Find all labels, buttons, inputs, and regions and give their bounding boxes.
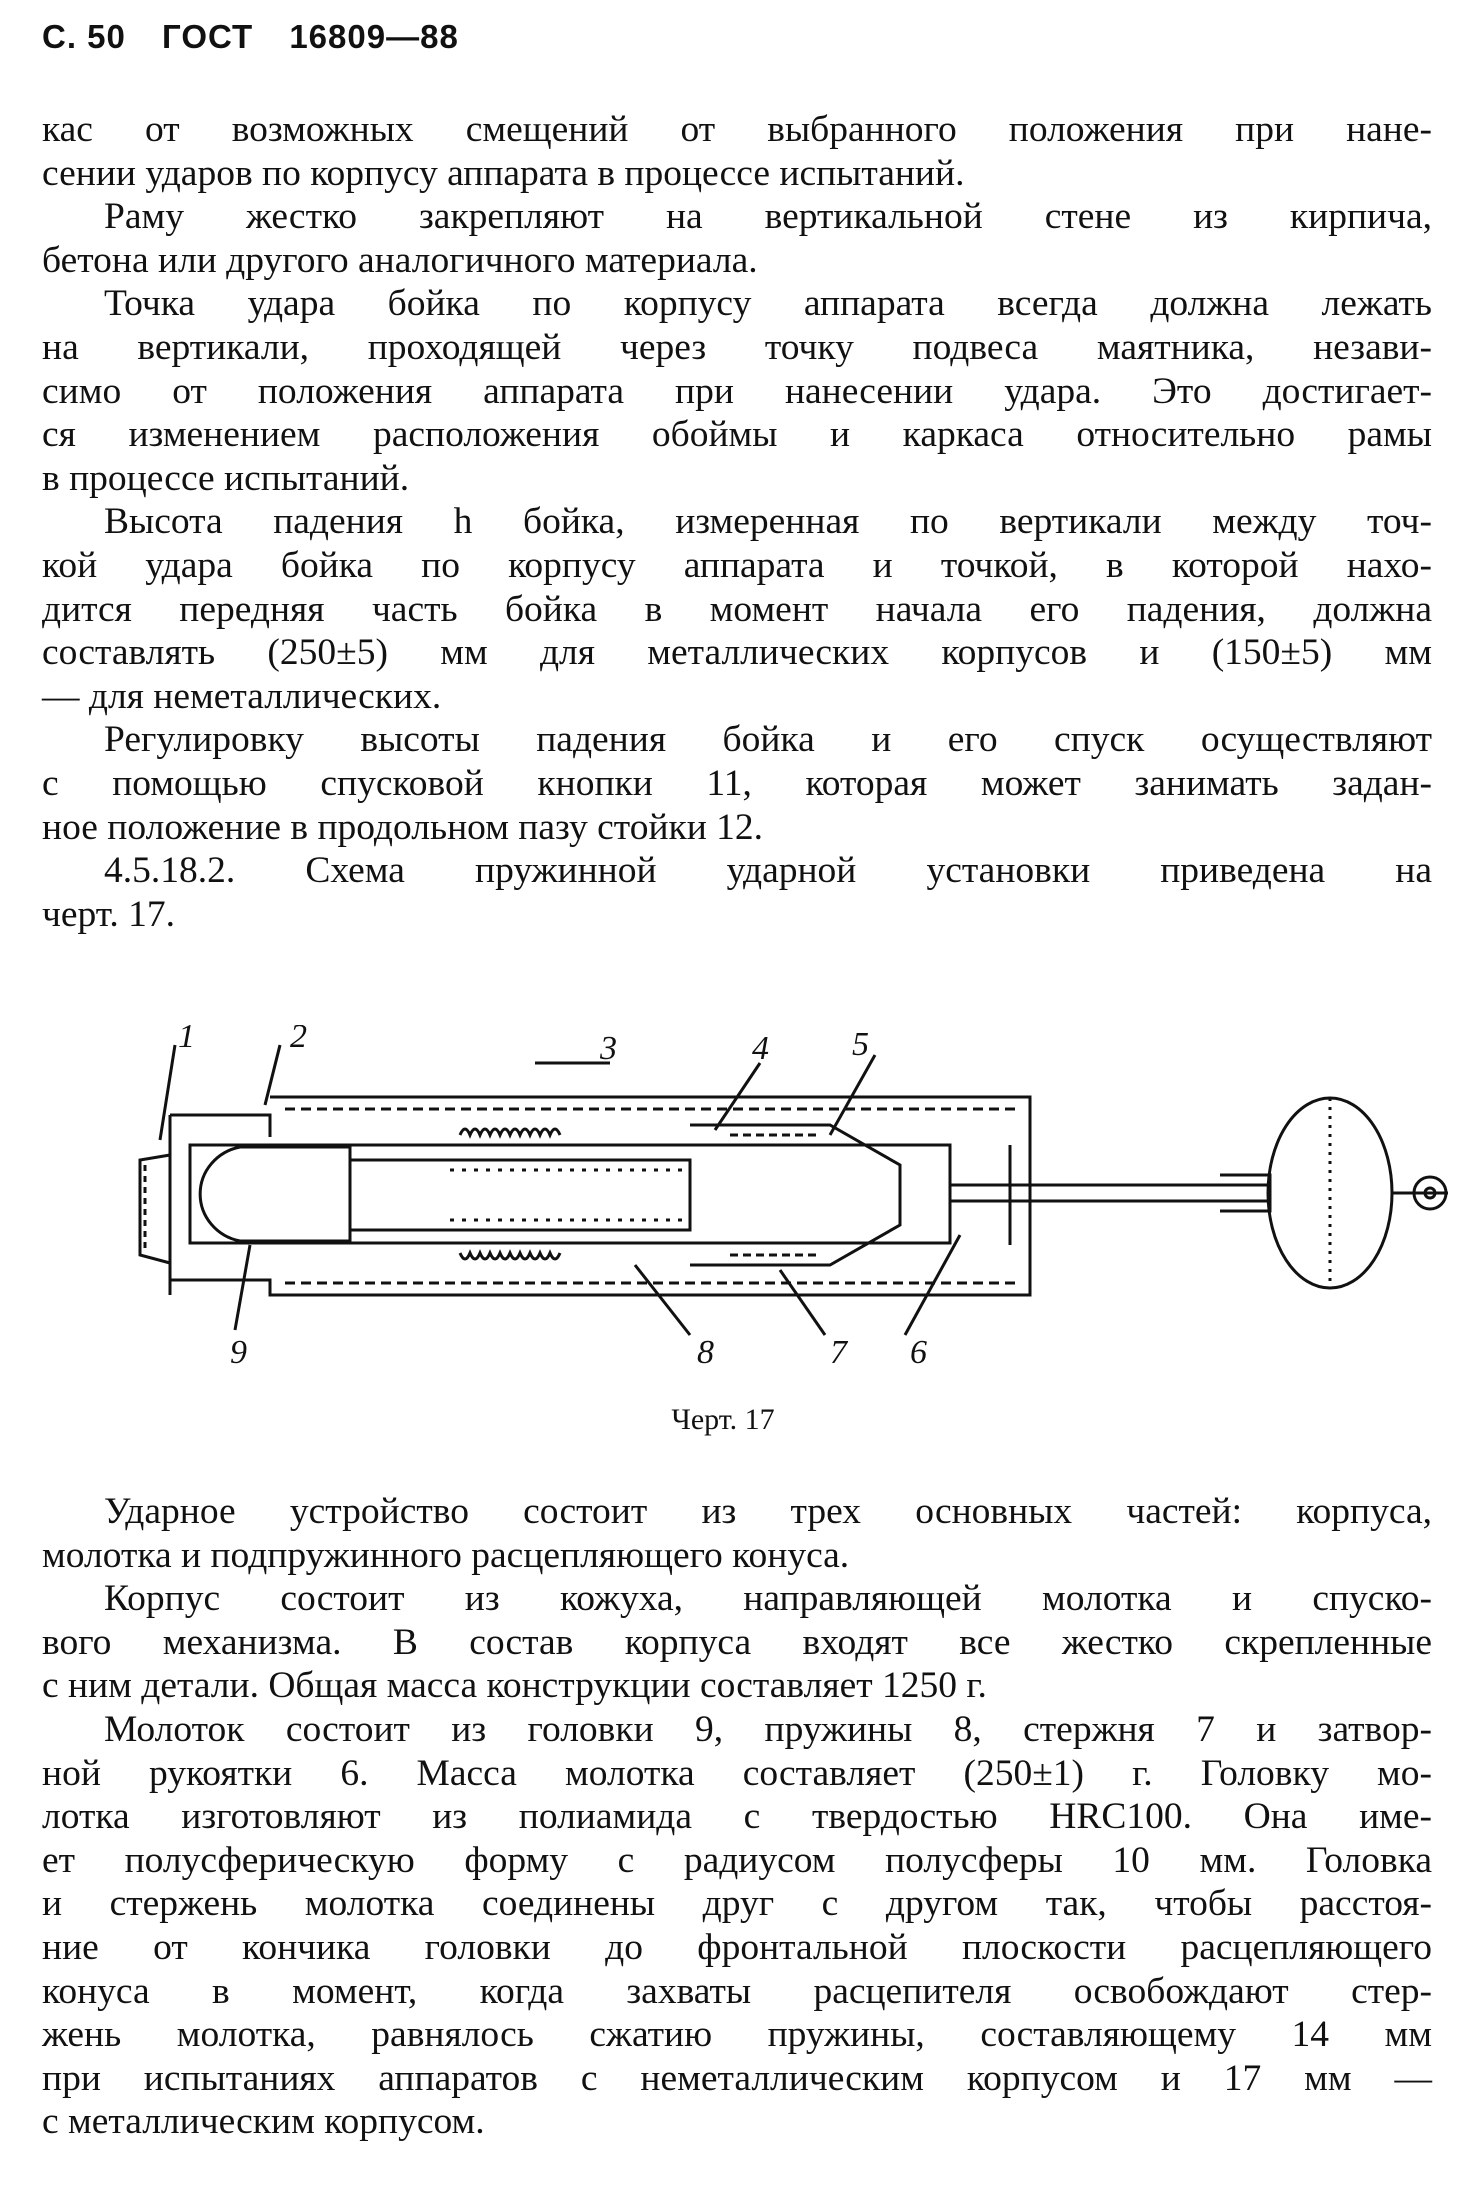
text-line: бетона или другого аналогичного материала. (42, 239, 758, 281)
paragraph-4 (42, 500, 1432, 718)
text-line: Точка удара бойка по корпусу аппарата всегда должна лежать (104, 283, 1432, 325)
text-line: вого механизма. В состав корпуса входят все жестко скрепленные (42, 1621, 1432, 1663)
text-line: Высота падения h бойка, измеренная по вертикали между точ- (104, 501, 1432, 543)
text-line: ной рукоятки 6. Масса молотка составляет (250±1) г. Головку мо- (42, 1752, 1432, 1794)
text-line: Корпус состоит из кожуха, направляющей молотка и спуско- (104, 1578, 1432, 1620)
text-line: черт. 17. (42, 893, 175, 935)
text-line: конуса в момент, когда захваты расцепителя освобождают стер- (42, 1970, 1432, 2012)
label-1: 1 (178, 1025, 195, 1055)
text-line: с металлическим корпусом. (42, 2101, 485, 2143)
text-line: кой удара бойка по корпусу аппарата и точкой, в которой нахо- (42, 544, 1432, 586)
label-5: 5 (852, 1026, 869, 1063)
text-block-bottom (42, 1490, 1432, 2144)
label-7: 7 (830, 1334, 847, 1371)
text-line: — для неметаллических. (42, 675, 442, 717)
text-line: сении ударов по корпусу аппарата в процессе испытаний. (42, 152, 965, 194)
text-line: и стержень молотка соединены друг с другом так, чтобы расстоя- (42, 1883, 1432, 1925)
paragraph-8 (42, 1577, 1432, 1708)
paragraph-3 (42, 282, 1432, 500)
label-4: 4 (752, 1030, 769, 1067)
text-line: 4.5.18.2. Схема пружинной ударной установки приведена на (104, 850, 1432, 892)
paragraph-6 (42, 849, 1432, 936)
page-header (42, 18, 485, 56)
text-line: в процессе испытаний. (42, 457, 410, 499)
label-2: 2 (290, 1025, 307, 1055)
label-8: 8 (697, 1334, 714, 1371)
text-line: Регулировку высоты падения бойка и его спуск осуществляют (104, 719, 1432, 761)
label-3: 3 (600, 1030, 617, 1067)
figure-caption (0, 1403, 1466, 1437)
standard-label: ГОСТ (162, 18, 254, 55)
text-line: с помощью спусковой кнопки 11, которая может занимать задан- (42, 762, 1432, 804)
text-line: с ним детали. Общая масса конструкции составляет 1250 г. (42, 1665, 987, 1707)
text-block-top (42, 108, 1432, 936)
text-line: Молоток состоит из головки 9, пружины 8, стержня 7 и затвор- (104, 1708, 1432, 1750)
text-line: ное положение в продольном пазу стойки 12. (42, 806, 764, 848)
text-line: симо от положения аппарата при нанесении удара. Это достигает- (42, 370, 1432, 412)
text-line: кас от возможных смещений от выбранного положения при нане- (42, 109, 1432, 150)
text-line: Ударное устройство состоит из трех основных частей: корпуса, (104, 1491, 1432, 1532)
page-number: С. 50 (42, 18, 126, 55)
paragraph-9 (42, 1708, 1432, 2144)
text-line: Раму жестко закрепляют на вертикальной стене из кирпича, (104, 196, 1432, 238)
text-line: составлять (250±5) мм для металлических корпусов и (150±5) мм (42, 632, 1432, 674)
text-line: ся изменением расположения обоймы и каркаса относительно рамы (42, 414, 1432, 456)
text-line: лотка изготовляют из полиамида с твердостью HRC100. Она име- (42, 1796, 1432, 1838)
text-line: на вертикали, проходящей через точку подвеса маятника, незави- (42, 326, 1432, 368)
text-line: при испытаниях аппаратов с неметаллическим корпусом и 17 мм — (42, 2057, 1432, 2099)
paragraph-1 (42, 108, 1432, 195)
standard-number: 16809—88 (289, 18, 459, 55)
caption-text: Черт. 17 (671, 1403, 775, 1436)
paragraph-7 (42, 1490, 1432, 1577)
text-line: жень молотка, равнялось сжатию пружины, составляющему 14 мм (42, 2014, 1432, 2056)
label-6: 6 (910, 1334, 927, 1371)
text-line: ние от кончика головки до фронтальной плоскости расцепляющего (42, 1926, 1432, 1968)
spring-impact-device-drawing (130, 1025, 1450, 1395)
paragraph-2 (42, 195, 1432, 282)
text-line: дится передняя часть бойка в момент начала его падения, должна (42, 588, 1432, 630)
text-line: молотка и подпружинного расцепляющего конуса. (42, 1534, 850, 1576)
paragraph-5 (42, 718, 1432, 849)
text-line: ет полусферическую форму с радиусом полусферы 10 мм. Головка (42, 1839, 1432, 1881)
label-9: 9 (230, 1334, 247, 1371)
